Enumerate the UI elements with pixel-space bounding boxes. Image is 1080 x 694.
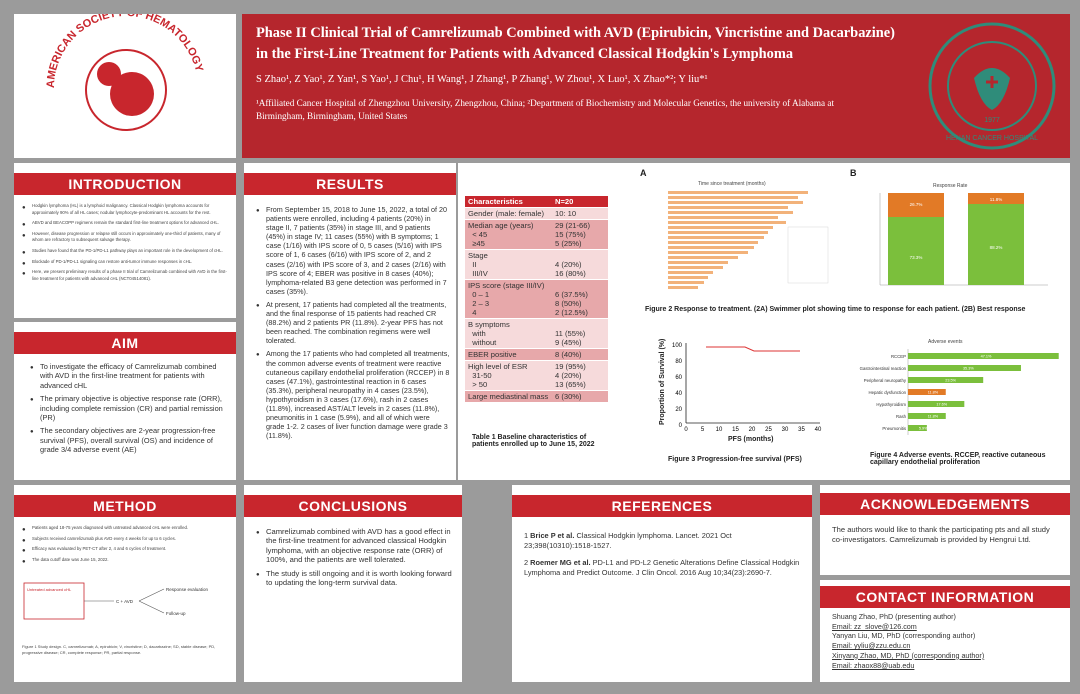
figure-2a-title: Time since treatment (months) <box>698 181 766 187</box>
list-item: ● Camrelizumab combined with AVD has a good effect in the first-line treatment for advanced classical Hodgkin lymphoma, with an objective response rate (ORR) of 100%, and the patients are well tolerated. <box>266 527 456 565</box>
table-cell: 4 (20%) 16 (80%) <box>555 260 586 278</box>
contact-heading: CONTACT INFORMATION <box>820 586 1070 608</box>
table-cell: High level of ESR 31-50 > 50 <box>468 362 528 389</box>
list-item: ● The data cutoff date was June 15, 2022. <box>32 557 228 564</box>
x-tick-label: 10 <box>715 427 723 433</box>
swimmer-bar <box>668 241 758 244</box>
ash-logo <box>14 14 236 158</box>
swimmer-bar <box>668 226 773 229</box>
diagram-text: Follow-up <box>166 611 186 617</box>
table-row <box>465 280 608 319</box>
acknowledgements-heading: ACKNOWLEDGEMENTS <box>820 493 1070 515</box>
diagram-text: Response evaluation <box>166 587 209 593</box>
conclusions-heading: CONCLUSIONS <box>244 495 462 517</box>
x-tick-label: 0 <box>684 427 688 433</box>
list-item: ● Hodgkin lymphoma (HL) is a lymphoid malignancy. Classical Hodgkin lymphoma accounts for approximately 90% of all HL cases; nodular lymphocyte-predominant HL accounts for the rest. <box>32 203 228 216</box>
list-item: ● From September 15, 2018 to June 15, 2022, a total of 20 patients were enrolled, including 4 patients (20%) in stage II, 7 patients (35%) in stage III, and 9 patients (45%) in stage IV; 11 cases (55%) with B symptoms; 1 case (1/16) with IPS score of 0, 5 cases (5/16) with IPS score of 1, 6 cases (6/16) with IPS score of 2, and 2 cases (2/16) with IPS score of 3, and 2 cases (2/16) with IPS score of 4; EBER was positive in 8 cases (40%); lymphoma-related B3 gene detection was performed in 7 cases (35%). <box>266 205 450 296</box>
contact-email[interactable]: Email: zhaox88@uab.edu <box>832 660 915 670</box>
contact-panel <box>820 580 1070 682</box>
figure-2b-response-bars <box>848 167 1063 297</box>
swimmer-bar <box>668 251 748 254</box>
table-row <box>465 208 608 220</box>
reference-item <box>524 558 800 577</box>
ae-label: Rash <box>895 414 906 419</box>
bar-value: 88.2% <box>989 245 1003 250</box>
figure-3-caption: Figure 3 Progression-free survival (PFS) <box>668 456 802 463</box>
list-item: ● ABVD and BEACOPP regimens remain the standard first-line treatment options for advanced cHL. <box>32 220 228 227</box>
ae-label: RCCEP <box>890 354 906 359</box>
table-header-cell: N=20 <box>555 197 574 206</box>
references-panel <box>512 485 812 682</box>
table-row <box>465 319 608 349</box>
swimmer-bar <box>668 231 768 234</box>
swimmer-bar <box>668 261 728 264</box>
table-row <box>465 391 608 403</box>
ae-value: 23.5% <box>945 378 957 383</box>
figure-2-caption: Figure 2 Response to treatment. (2A) Swimmer plot showing time to response for each patient. (2B) Best response <box>645 306 1026 313</box>
introduction-panel <box>14 163 236 318</box>
baseline-table <box>465 196 608 403</box>
table-cell: 11 (55%) 9 (45%) <box>555 329 586 347</box>
table-1-caption: Table 1 Baseline characteristics of patients enrolled up to June 15, 2022 <box>472 434 595 448</box>
poster-title: Phase II Clinical Trial of Camrelizumab Combined with AVD (Epirubicin, Vincristine and Dacarbazine) in the First-Line Treatment for Patients with Advanced Classical Hodgkin's Lymphoma <box>256 25 895 62</box>
survival-curve <box>706 347 800 351</box>
ae-value: 47.1% <box>980 354 992 359</box>
ae-value: 5.9% <box>918 426 928 431</box>
reference-text: Classical Hodgkin lymphoma. Lancet. 2021 Oct 23;398(10310):1518-1527. <box>524 531 732 550</box>
ae-value: 35.3% <box>962 366 974 371</box>
ae-label: Gastrointestinal reaction <box>859 366 906 371</box>
list-item: ● Efficacy was evaluated by PET-CT after 2, 4 and 6 cycles of treatment. <box>32 546 228 553</box>
hospital-logo-text: HENAN CANCER HOSPITAL <box>945 135 1039 142</box>
reference-author: Brice P et al. <box>530 531 575 540</box>
logo-panel-left <box>14 14 236 158</box>
conclusions-panel <box>244 485 462 682</box>
hospital-logo-year: 1977 <box>984 117 1000 124</box>
swimmer-bar <box>668 196 798 199</box>
swimmer-bar <box>668 201 803 204</box>
figure-4-caption: Figure 4 Adverse events. RCCEP, reactive cutaneous capillary endothelial proliferation <box>870 452 1046 466</box>
contact-email[interactable]: Email: zz_slove@126.com <box>832 621 917 631</box>
figure-1-caption: Figure 1 Study design. C, camrelizumab; A, epirubicin; V, vincristine; D, dacarbazine; SD, stable disease; PD, progressive disease; CR, complete response; PR, partial response. <box>22 644 216 655</box>
logo-text: AMERICAN SOCIET F HEMATOLOGY <box>44 14 206 89</box>
table-cell: B symptoms with without <box>468 320 510 347</box>
list-item: ● To investigate the efficacy of Camrelizumab combined with AVD in the first-line treatment for patients with advanced cHL <box>40 362 228 390</box>
swimmer-bar <box>668 191 808 194</box>
figure-4-title: Adverse events <box>928 339 963 345</box>
ae-label: Pneumonitis <box>882 426 906 431</box>
table-row <box>465 361 608 391</box>
list-item: ● Subjects received camrelizumab plus AVD every 4 weeks for up to 6 cycles. <box>32 536 228 543</box>
figure-3-xlabel: PFS (months) <box>728 436 774 443</box>
table-cell: 10: 10 <box>555 209 577 218</box>
list-item: ● However, disease progression or relapse still occurs in approximately one-third of patients, many of whom are refractory to subsequent salvage therapy. <box>32 231 228 244</box>
contact-email[interactable]: Email: yyliu@zzu.edu.cn <box>832 641 911 651</box>
bar-value: 11.8% <box>989 197 1003 202</box>
acknowledgements-text: The authors would like to thank the participating pts and all study co-investigators. Camrelizumab is provided by Hengrui Ltd. <box>832 525 1050 544</box>
list-item: ● At present, 17 patients had completed all the treatments, and the final response of 15 patients had reached CR (88.2%) and 2 patients PR (11.8%). 2-year PFS has not been reached. The combination regimens were well tolerated. <box>266 300 450 345</box>
figure-3-ylabel: Proportion of Survival (%) <box>659 338 666 425</box>
aim-panel <box>14 322 236 480</box>
table-cell: Stage II III/IV <box>468 251 488 278</box>
list-item: ● Blockade of PD-1/PD-L1 signaling can restore anti-tumor immune responses in cHL. <box>32 259 228 266</box>
ae-value: 11.8% <box>927 414 939 419</box>
results-panel <box>244 163 456 480</box>
list-item: ● Patients aged 18-75 years diagnosed with untreated advanced cHL were enrolled. <box>32 525 228 532</box>
figure-2a-swimmer-plot <box>638 167 838 297</box>
ae-value: 17.6% <box>936 402 948 407</box>
reference-number: 2 <box>524 558 531 567</box>
swimmer-bar <box>668 221 786 224</box>
swimmer-bars <box>668 191 808 289</box>
x-tick-label: 35 <box>798 427 805 433</box>
x-tick-label: 30 <box>781 427 789 433</box>
swimmer-bar <box>668 281 704 284</box>
x-tick-label: 20 <box>748 427 756 433</box>
contact-list <box>820 612 1070 670</box>
aim-heading: AIM <box>14 332 236 354</box>
table-header-row <box>465 196 608 208</box>
y-tick-label: 40 <box>675 391 682 397</box>
table-cell: IPS score (stage III/IV) 0 – 1 2 – 3 4 <box>468 281 545 317</box>
table-cell: Median age (years) < 45 ≥45 <box>468 221 534 248</box>
method-list <box>14 525 236 563</box>
conclusions-list <box>244 527 462 587</box>
swimmer-bar <box>668 256 738 259</box>
results-list <box>244 205 456 440</box>
ae-label: Hypothyroidism <box>876 402 906 407</box>
bar-value: 26.7% <box>909 202 923 207</box>
hospital-logo <box>924 18 1060 154</box>
list-item: ● The study is still ongoing and it is worth looking forward to updating the long-term survival data. <box>266 569 456 588</box>
contact-line: Shuang Zhao, PhD (presenting author) <box>832 612 956 621</box>
author-list: S Zhao¹, Z Yao¹, Z Yan¹, S Yao¹, J Chu¹, H Wang¹, J Zhang¹, P Zhang¹, W Zhou¹, X Luo¹, X Zhao*²; Y liu*¹ <box>256 74 708 85</box>
y-tick-label: 80 <box>675 359 682 365</box>
table-cell: 19 (95%) 4 (20%) 13 (65%) <box>555 362 586 389</box>
method-panel <box>14 485 236 682</box>
table-cell: 6 (37.5%) 8 (50%) 2 (12.5%) <box>555 290 588 317</box>
reference-text: PD-L1 and PD-L2 Genetic Alterations Define Classical Hodgkin Lymphoma and Predict Outcome. J Clin Oncol. 2016 Aug 10;34(23):2690-7. <box>524 558 800 577</box>
table-row <box>465 220 608 250</box>
introduction-heading: INTRODUCTION <box>14 173 236 195</box>
table-row <box>465 349 608 361</box>
bar-segment-cr-1 <box>888 217 944 285</box>
table-cell: EBER positive <box>468 350 517 359</box>
aim-list <box>14 362 236 455</box>
swimmer-bar <box>668 271 713 274</box>
y-tick-label: 0 <box>678 423 682 429</box>
figure-4-adverse-events <box>848 335 1063 445</box>
x-tick-label: 40 <box>814 427 822 433</box>
swimmer-bar <box>668 286 698 289</box>
figure-2a-label: A <box>640 168 647 178</box>
table-cell: 6 (30%) <box>555 392 582 401</box>
y-tick-label: 100 <box>671 343 682 349</box>
swimmer-bar <box>668 276 708 279</box>
reference-author: Roemer MG et al. <box>530 558 591 567</box>
references-heading: REFERENCES <box>512 495 812 517</box>
contact-line: Yanyan Liu, MD, PhD (corresponding author) <box>832 631 976 641</box>
table-cell: Large mediastinal mass <box>468 392 549 401</box>
swimmer-bar <box>668 216 778 219</box>
results-heading: RESULTS <box>244 173 456 195</box>
list-item: ● The secondary objectives are 2-year progression-free survival (PFS), overall survival (OS) and incidence of grade 3/4 adverse event (AE) <box>40 426 228 454</box>
x-tick-label: 5 <box>700 427 705 433</box>
list-item: ● The primary objective is objective response rate (ORR), including complete remission (CR) and partial remission (PR) <box>40 394 228 422</box>
ae-value: 11.8% <box>927 390 939 395</box>
acknowledgements-panel <box>820 485 1070 575</box>
references-list <box>512 531 812 577</box>
reference-number: 1 <box>524 531 531 540</box>
bar-value: 73.3% <box>909 255 923 260</box>
figure-2b-label: B <box>850 168 857 178</box>
y-tick-label: 60 <box>675 375 682 381</box>
ae-label: Hepatic dysfunction <box>868 390 906 395</box>
diagram-text: Untreated advanced cHL <box>27 587 72 593</box>
swimmer-legend <box>788 227 828 283</box>
swimmer-bar <box>668 236 764 239</box>
contact-line: Xinyang Zhao, MD, PhD (corresponding author) <box>832 650 985 660</box>
ae-label: Peripheral neuropathy <box>863 378 906 383</box>
table-cell: 8 (40%) <box>555 350 582 359</box>
table-cell: 29 (21-66) 15 (75%) 5 (25%) <box>555 221 591 248</box>
list-item: ● Studies have found that the PD-1/PD-L1 pathway plays an important role in the development of cHL. <box>32 248 228 255</box>
swimmer-bar <box>668 246 754 249</box>
study-design-diagram <box>14 569 236 639</box>
list-item: ● Here, we present preliminary results of a phase II trial of Camrelizumab combined with AVD in the first-line treatment for patients with advanced cHL (NCT04514081). <box>32 269 228 282</box>
figure-2b-title: Response Rate <box>933 183 968 189</box>
table-header-cell: Characteristics <box>468 197 523 206</box>
table-cell: Gender (male: female) <box>468 209 544 218</box>
list-item: ● Among the 17 patients who had completed all treatments, the common adverse events of treatment were reactive cutaneous capillary endothelial proliferation (RCCEP) in 8 cases (47.1%), gastrointestinal reaction in 6 cases (35.3%), peripheral neuropathy in 4 cases (23.5%), hypothyroidism in 3 cases (17.6%), rash in 2 cases (11.8%), increased AST/ALT levels in 2 cases (11.8%), pneumonitis in 1 case (5.9%), and all of which were grade 1-2. 2 cases of liver function damage were grade 3 (11.8%). <box>266 349 450 440</box>
table-row <box>465 250 608 280</box>
swimmer-bar <box>668 266 723 269</box>
x-tick-label: 15 <box>732 427 739 433</box>
introduction-list <box>14 203 236 282</box>
title-banner <box>242 14 1070 158</box>
swimmer-bar <box>668 211 793 214</box>
diagram-text: C + AVD <box>116 599 134 605</box>
y-tick-label: 20 <box>675 407 682 413</box>
swimmer-bar <box>668 206 788 209</box>
method-heading: METHOD <box>14 495 236 517</box>
affiliations: ¹Affiliated Cancer Hospital of Zhengzhou University, Zhengzhou, China; ²Department of Biochemistry and Molecular Genetics, the university of Alabama at Birmingham, Birmingham, United States <box>256 98 835 121</box>
x-tick-label: 25 <box>765 427 772 433</box>
reference-item <box>524 531 800 550</box>
figure-3-pfs-curve <box>650 335 830 447</box>
